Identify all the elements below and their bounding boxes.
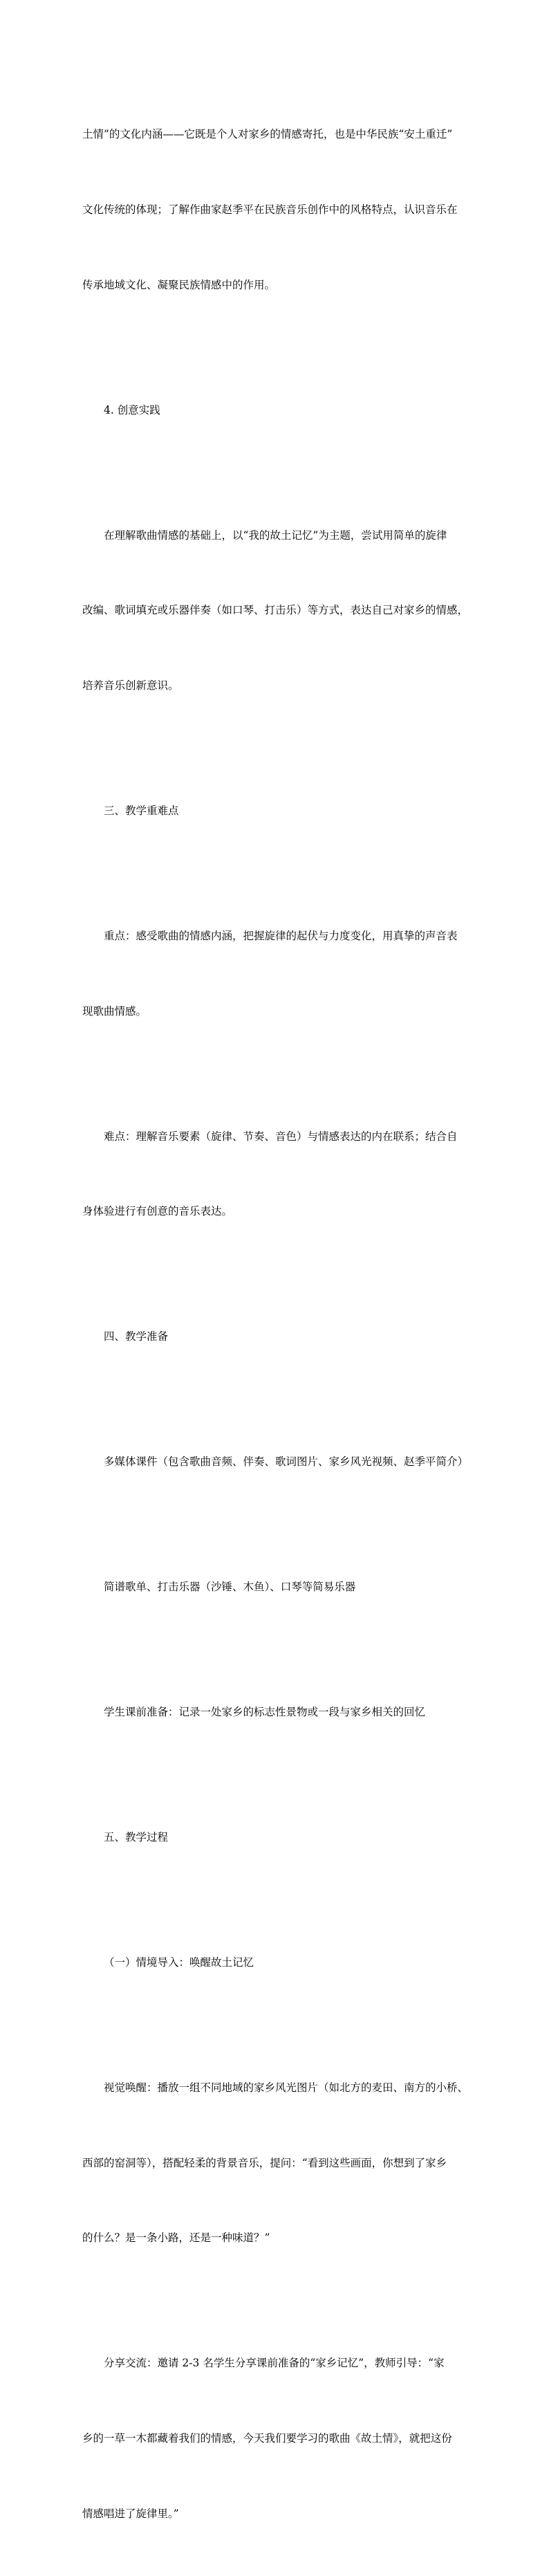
heading-teaching-preparation [82, 1274, 469, 1399]
heading-key-difficult-points [82, 748, 469, 873]
paragraph-difficult-points [82, 1074, 469, 1274]
text-line: 多媒体课件（包含歌曲音频、伴奏、歌词图片、家乡风光视频、赵季平简介） [104, 1455, 469, 1469]
text-line: 重点：感受歌曲的情感内涵，把握旋律的起伏与力度变化，用真挚的声音表 [104, 929, 458, 942]
text-line: 四、教学准备 [104, 1330, 169, 1343]
text-line: 培养音乐创新意识。 [82, 679, 179, 692]
text-line: 现歌曲情感。 [82, 1004, 147, 1018]
text-line: 文化传统的体现；了解作曲家赵季平在民族音乐创作中的风格特点，认识音乐在 [82, 203, 458, 217]
text-line: 分享交流：邀请 2-3 名学生分享课前准备的“家乡记忆”，教师引导：“家 [104, 2357, 445, 2370]
text-line: 4. 创意实践 [104, 403, 160, 416]
paragraph-key-points [82, 874, 469, 1074]
text-line: 身体验进行有创意的音乐表达。 [82, 1205, 233, 1218]
paragraph-instruments [82, 1525, 469, 1650]
paragraph-cultural-meaning [82, 72, 469, 347]
paragraph-visual-awakening [82, 2025, 469, 2301]
text-line: 学生课前准备：记录一处家乡的标志性景物或一段与家乡相关的回忆 [104, 1706, 426, 1719]
text-line: 的什么？是一条小路，还是一种味道？” [82, 2232, 270, 2245]
text-line: 土情”的文化内涵——它既是个人对家乡的情感寄托，也是中华民族“安土重迁” [82, 128, 453, 141]
text-line: （一）情境导入：唤醒故土记忆 [104, 1956, 254, 1969]
paragraph-sharing-exchange [82, 2301, 469, 2576]
heading-creative-practice [82, 347, 469, 472]
document-body [82, 72, 469, 2576]
paragraph-creative-practice [82, 472, 469, 748]
text-line: 西部的窑洞等），搭配轻柔的背景音乐，提问：“看到这些画面，你想到了家乡 [82, 2156, 447, 2169]
paragraph-multimedia [82, 1399, 469, 1525]
text-line: 五、教学过程 [104, 1831, 169, 1844]
text-line: 简谱歌单、打击乐器（沙锤、木鱼）、口琴等简易乐器 [104, 1581, 356, 1594]
text-line: 传承地域文化、凝聚民族情感中的作用。 [82, 278, 276, 291]
text-line: 在理解歌曲情感的基础上，以“我的故土记忆”为主题，尝试用简单的旋律 [104, 528, 447, 542]
text-line: 情感唱进了旋律里。” [82, 2507, 179, 2520]
text-line: 三、教学重难点 [104, 804, 179, 817]
paragraph-student-preparation [82, 1650, 469, 1775]
text-line: 改编、歌词填充或乐器伴奏（如口琴、打击乐）等方式，表达自己对家乡的情感， [82, 604, 469, 617]
text-line: 视觉唤醒：播放一组不同地域的家乡风光图片（如北方的麦田、南方的小桥、 [104, 2081, 469, 2095]
text-line: 乡的一草一木都藏着我们的情感，今天我们要学习的歌曲《故土情》，就把这份 [82, 2432, 452, 2445]
heading-situational-intro [82, 1900, 469, 2025]
heading-teaching-process [82, 1775, 469, 1900]
text-line: 难点：理解音乐要素（旋律、节奏、音色）与情感表达的内在联系；结合自 [104, 1130, 458, 1143]
